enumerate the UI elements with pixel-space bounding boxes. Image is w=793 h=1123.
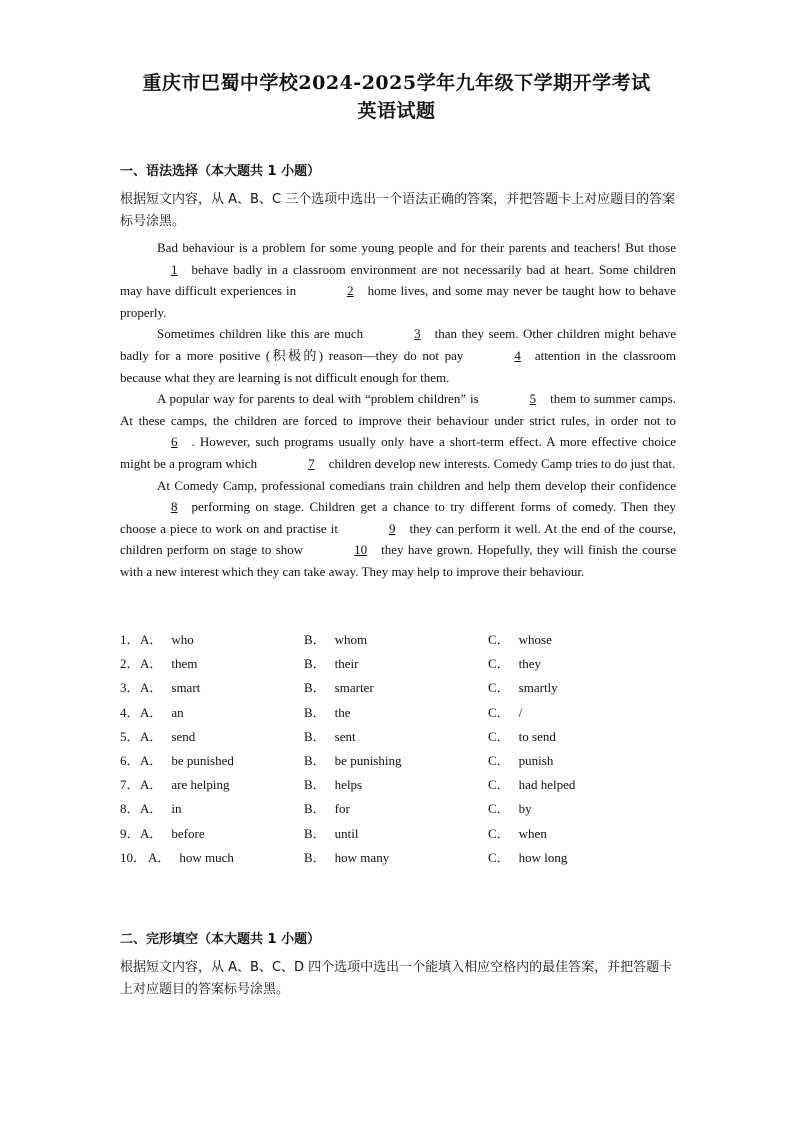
question-number: 9． <box>120 825 140 841</box>
option-c[interactable]: C． whose <box>488 632 552 647</box>
option-row <box>120 628 680 652</box>
passage-paragraph-4: At Comedy Camp, professional comedians train children and help them develop their confidence8 performing on stage. Children get a chance to try different forms of comedy. Then they choose a piece to work on and practise it 9 they can perform it well. At the end of the course, children perform on stage to show 10 they have grown. Hopefully, they will finish the course with a new interest which they can take away. They may help to improve their behaviour. <box>120 477 676 579</box>
question-number: 6． <box>120 752 140 768</box>
option-c[interactable]: C． punish <box>488 752 554 768</box>
question-number: 4． <box>120 704 140 720</box>
option-a[interactable]: A． them <box>140 656 198 672</box>
option-c[interactable]: C． smartly <box>488 680 558 696</box>
blank-1: 1 <box>171 261 178 277</box>
section1-heading: 一、语法选择（本大题共 1 小题） <box>120 164 321 179</box>
blank-8: 8 <box>171 499 178 515</box>
option-b[interactable]: B． sent <box>304 728 356 744</box>
option-b[interactable]: B． helps <box>304 777 363 793</box>
option-c[interactable]: C． how long <box>488 849 568 865</box>
page-subtitle: 英语试题 <box>357 100 436 122</box>
option-row <box>120 725 680 749</box>
blank-9: 9 <box>388 520 396 536</box>
passage-paragraph-2: Sometimes children like this are much 3 than they seem. Other children might behave badly for a more positive (积极的) reason—they do not pay 4 attention in the classroom because what they are learning is not difficult enough for them. <box>120 323 676 388</box>
blank-10: 10 <box>354 542 368 558</box>
option-b[interactable]: B． for <box>304 801 350 817</box>
blank-5: 5 <box>529 391 537 407</box>
option-b[interactable]: B． smarter <box>304 680 374 696</box>
page-title: 重庆市巴蜀中学校2024-2025学年九年级下学期开学考试 <box>142 72 651 94</box>
option-a[interactable]: A． who <box>140 632 194 647</box>
question-number: 2． <box>120 656 140 672</box>
question-number: 8． <box>120 801 140 817</box>
section2-heading: 二、完形填空（本大题共 1 小题） <box>120 932 321 947</box>
question-number: 7． <box>120 777 140 793</box>
blank-2: 2 <box>347 283 354 299</box>
option-c[interactable]: C． had helped <box>488 777 576 793</box>
option-c[interactable]: C． / <box>488 704 523 720</box>
option-b[interactable]: B． until <box>304 825 359 841</box>
option-row <box>120 749 680 773</box>
section1-instruction: 根据短文内容，从 A、B、C 三个选项中选出一个语法正确的答案，并把答题卡上对应题目的答案标号涂黑。 <box>120 192 676 229</box>
blank-7: 7 <box>308 455 315 471</box>
option-a[interactable]: A． an <box>140 704 184 720</box>
option-b[interactable]: B． the <box>304 704 351 720</box>
option-row <box>120 676 680 700</box>
answer-options <box>120 628 680 870</box>
option-row <box>120 797 680 821</box>
blank-3: 3 <box>414 326 421 342</box>
option-row <box>120 822 680 846</box>
blank-4: 4 <box>514 347 521 363</box>
option-row <box>120 701 680 725</box>
option-row <box>120 652 680 676</box>
option-b[interactable]: B． their <box>304 656 359 672</box>
option-row <box>120 773 680 797</box>
question-number: 1． <box>120 632 140 647</box>
option-a[interactable]: A． in <box>140 801 182 817</box>
blank-6: 6 <box>171 434 178 450</box>
option-a[interactable]: A． before <box>140 825 205 841</box>
option-b[interactable]: B． be punishing <box>304 752 402 768</box>
passage-paragraph-3: A popular way for parents to deal with “problem children” is 5 them to summer camps. At these camps, the children are forced to improve their behaviour under strict rules, in order not to6 . However, such programs usually only have a short-term effect. A more effective choice might be a program which 7 children develop new interests. Comedy Camp tries to do just that. <box>120 388 676 474</box>
question-number: 5． <box>120 728 140 744</box>
option-row <box>120 846 680 870</box>
option-c[interactable]: C． they <box>488 656 542 672</box>
option-a[interactable]: A． smart <box>140 680 201 696</box>
option-a[interactable]: A． be punished <box>140 752 234 768</box>
option-c[interactable]: C． when <box>488 825 547 841</box>
option-b[interactable]: B． how many <box>304 849 390 865</box>
question-number: 10． <box>120 849 147 865</box>
option-b[interactable]: B． whom <box>304 632 368 647</box>
option-a[interactable]: A． how much <box>148 849 234 865</box>
option-a[interactable]: A． are helping <box>140 777 230 793</box>
reading-passage <box>120 237 676 583</box>
question-number: 3． <box>120 680 140 696</box>
option-a[interactable]: A． send <box>140 728 196 744</box>
option-c[interactable]: C． to send <box>488 728 556 744</box>
option-c[interactable]: C． by <box>488 801 532 817</box>
section2-instruction: 根据短文内容，从 A、B、C、D 四个选项中选出一个能填入相应空格内的最佳答案，并把答题卡上对应题目的答案标号涂黑。 <box>120 960 673 997</box>
passage-paragraph-1: Bad behaviour is a problem for some young people and for their parents and teachers! But those1 behave badly in a classroom environment are not necessarily bad at heart. Some children may have difficult experiences in 2 home lives, and some may never be taught how to behave properly. <box>120 240 676 320</box>
